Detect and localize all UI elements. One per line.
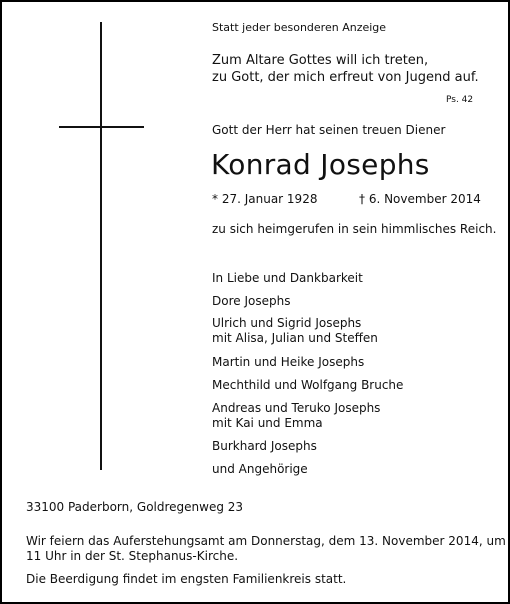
mourner-children: mit Kai und Emma: [212, 416, 323, 430]
cross-icon-crossbar: [59, 126, 144, 128]
burial-note: Die Beerdigung findet im engsten Familienkreis statt.: [26, 572, 347, 586]
mourner-name: Ulrich und Sigrid Josephs: [212, 316, 362, 330]
birth-date: * 27. Januar 1928: [212, 192, 318, 206]
intro-text: Gott der Herr hat seinen treuen Diener: [212, 123, 446, 137]
service-line-1: Wir feiern das Auferstehungsamt am Donnerstag, dem 13. November 2014, um: [26, 534, 506, 548]
mourner-name: Mechthild und Wolfgang Bruche: [212, 378, 404, 392]
deceased-name: Konrad Josephs: [211, 148, 430, 181]
death-date: † 6. November 2014: [359, 192, 481, 206]
verse-line-1: Zum Altare Gottes will ich treten,: [212, 53, 429, 68]
mourner-name: Burkhard Josephs: [212, 439, 317, 453]
verse-line-2: zu Gott, der mich erfreut von Jugend auf.: [212, 70, 479, 85]
verse-reference: Ps. 42: [446, 95, 474, 105]
called-home-text: zu sich heimgerufen in sein himmlisches Reich.: [212, 222, 497, 236]
mourners-heading: In Liebe und Dankbarkeit: [212, 271, 363, 285]
mourner-name: Dore Josephs: [212, 294, 291, 308]
mourner-name: Andreas und Teruko Josephs: [212, 401, 381, 415]
service-line-2: 11 Uhr in der St. Stephanus-Kirche.: [26, 549, 239, 563]
address: 33100 Paderborn, Goldregenweg 23: [26, 500, 244, 514]
mourner-name: Martin und Heike Josephs: [212, 355, 365, 369]
mourner-relatives: und Angehörige: [212, 462, 308, 476]
cross-icon: [100, 22, 102, 470]
mourner-children: mit Alisa, Julian und Steffen: [212, 331, 378, 345]
header-title: Statt jeder besonderen Anzeige: [212, 21, 387, 34]
